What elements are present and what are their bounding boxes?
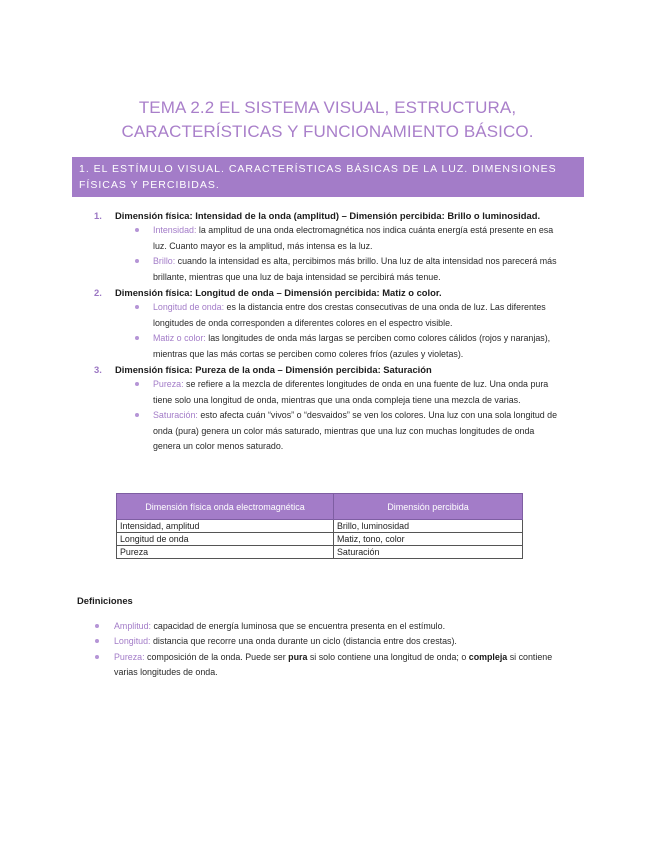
bullet-icon — [135, 382, 139, 386]
dimension-heading: Dimensión física: Longitud de onda – Dimensión percibida: Matiz o color. — [115, 287, 442, 299]
term-text: cuando la intensidad es alta, percibimos más brillo. Una luz de alta intensidad nos parecerá más brillante, mientras que una luz de baja intensidad se percibirá más tenue. — [153, 256, 557, 282]
sub-item — [94, 331, 564, 362]
list-number: 3. — [94, 364, 102, 376]
dimensions-list — [94, 208, 564, 455]
dimension-item-1 — [94, 208, 564, 223]
term-text: la amplitud de una onda electromagnética nos indica cuánta energía está presente en esa luz. Cuanto mayor es la amplitud, más intensa es la luz. — [153, 225, 554, 251]
emphasis: compleja — [468, 651, 508, 662]
term: Longitud de onda: — [153, 302, 225, 313]
bullet-icon — [95, 655, 99, 659]
term: Intensidad: — [153, 225, 197, 236]
term: Longitud: — [114, 636, 151, 647]
table-row — [117, 520, 523, 533]
table-cell: Brillo, luminosidad — [334, 520, 523, 533]
term-text: esto afecta cuán “vivos” o “desvaidos” se ven los colores. Una luz con una sola longitud de onda (pura) genera un color más saturado, mientras que una luz con muchas longitudes de onda genera un color menos saturado. — [153, 410, 558, 452]
dimension-heading: Dimensión física: Pureza de la onda – Dimensión percibida: Saturación — [115, 364, 432, 376]
table-row — [117, 546, 523, 559]
list-number: 1. — [94, 210, 102, 221]
definition-item — [94, 634, 574, 649]
column-header: Dimensión física onda electromagnética — [117, 494, 334, 520]
term: Amplitud: — [114, 621, 151, 631]
table-cell: Pureza — [117, 546, 334, 559]
definitions-list — [94, 619, 574, 681]
definitions-heading: Definiciones — [77, 595, 133, 606]
bullet-icon — [135, 305, 139, 309]
dimension-item-3 — [94, 362, 564, 377]
dimension-item-2 — [94, 285, 564, 300]
term: Pureza: — [114, 651, 145, 662]
term-text: se refiere a la mezcla de diferentes longitudes de onda en una fuente de luz. Una onda pura tiene solo una longitud de onda, mientras que una onda compleja tiene una mezcla de varias. — [153, 379, 549, 405]
sub-item — [94, 408, 564, 454]
table-cell: Matiz, tono, color — [334, 533, 523, 546]
table-cell: Longitud de onda — [117, 533, 334, 546]
section-heading-bar: 1. EL ESTÍMULO VISUAL. CARACTERÍSTICAS BÁSICAS DE LA LUZ. DIMENSIONES FÍSICAS Y PERCIBIDAS. — [72, 157, 584, 197]
sub-item — [94, 223, 564, 254]
dimensions-table — [116, 493, 523, 559]
term-text: si solo contiene una longitud de onda; o — [307, 651, 469, 662]
term: Brillo: — [153, 256, 176, 267]
bullet-icon — [135, 336, 139, 340]
emphasis: pura — [288, 651, 308, 662]
sub-item — [94, 377, 564, 408]
table-cell: Intensidad, amplitud — [117, 520, 334, 533]
definition-item — [94, 619, 574, 634]
list-number: 2. — [94, 287, 102, 299]
term: Matiz o color: — [153, 333, 206, 344]
term: Pureza: — [153, 379, 184, 390]
page-title: TEMA 2.2 EL SISTEMA VISUAL, ESTRUCTURA, CARACTERÍSTICAS Y FUNCIONAMIENTO BÁSICO. — [121, 98, 534, 141]
bullet-icon — [135, 413, 139, 417]
term-text: capacidad de energía luminosa que se encuentra presenta en el estímulo. — [151, 621, 446, 631]
term-text: composición de la onda. Puede ser — [144, 651, 289, 662]
table-header-row — [117, 494, 523, 520]
bullet-icon — [135, 228, 139, 232]
column-header: Dimensión percibida — [334, 494, 523, 520]
term-text: las longitudes de onda más largas se perciben como colores cálidos (rojos y naranjas), mientras que las más cortas se perciben como coleres fríos (azules y violetas). — [153, 333, 551, 359]
sub-item — [94, 300, 564, 331]
definition-item — [94, 650, 574, 681]
table-row — [117, 533, 523, 546]
bullet-icon — [95, 639, 99, 643]
bullet-icon — [95, 624, 99, 628]
term-text: si contiene varias longitudes de onda. — [114, 651, 553, 678]
bullet-icon — [135, 259, 139, 263]
term-text: es la distancia entre dos crestas consecutivas de una onda de luz. Las diferentes longitudes de onda corresponden a diferentes colores en el espectro visible. — [153, 302, 546, 328]
term-text: distancia que recorre una onda durante un ciclo (distancia entre dos crestas). — [150, 636, 457, 647]
table-cell: Saturación — [334, 546, 523, 559]
dimension-heading: Dimensión física: Intensidad de la onda (amplitud) – Dimensión percibida: Brillo o luminosidad. — [115, 210, 541, 221]
term: Saturación: — [153, 410, 198, 421]
sub-item — [94, 254, 564, 285]
